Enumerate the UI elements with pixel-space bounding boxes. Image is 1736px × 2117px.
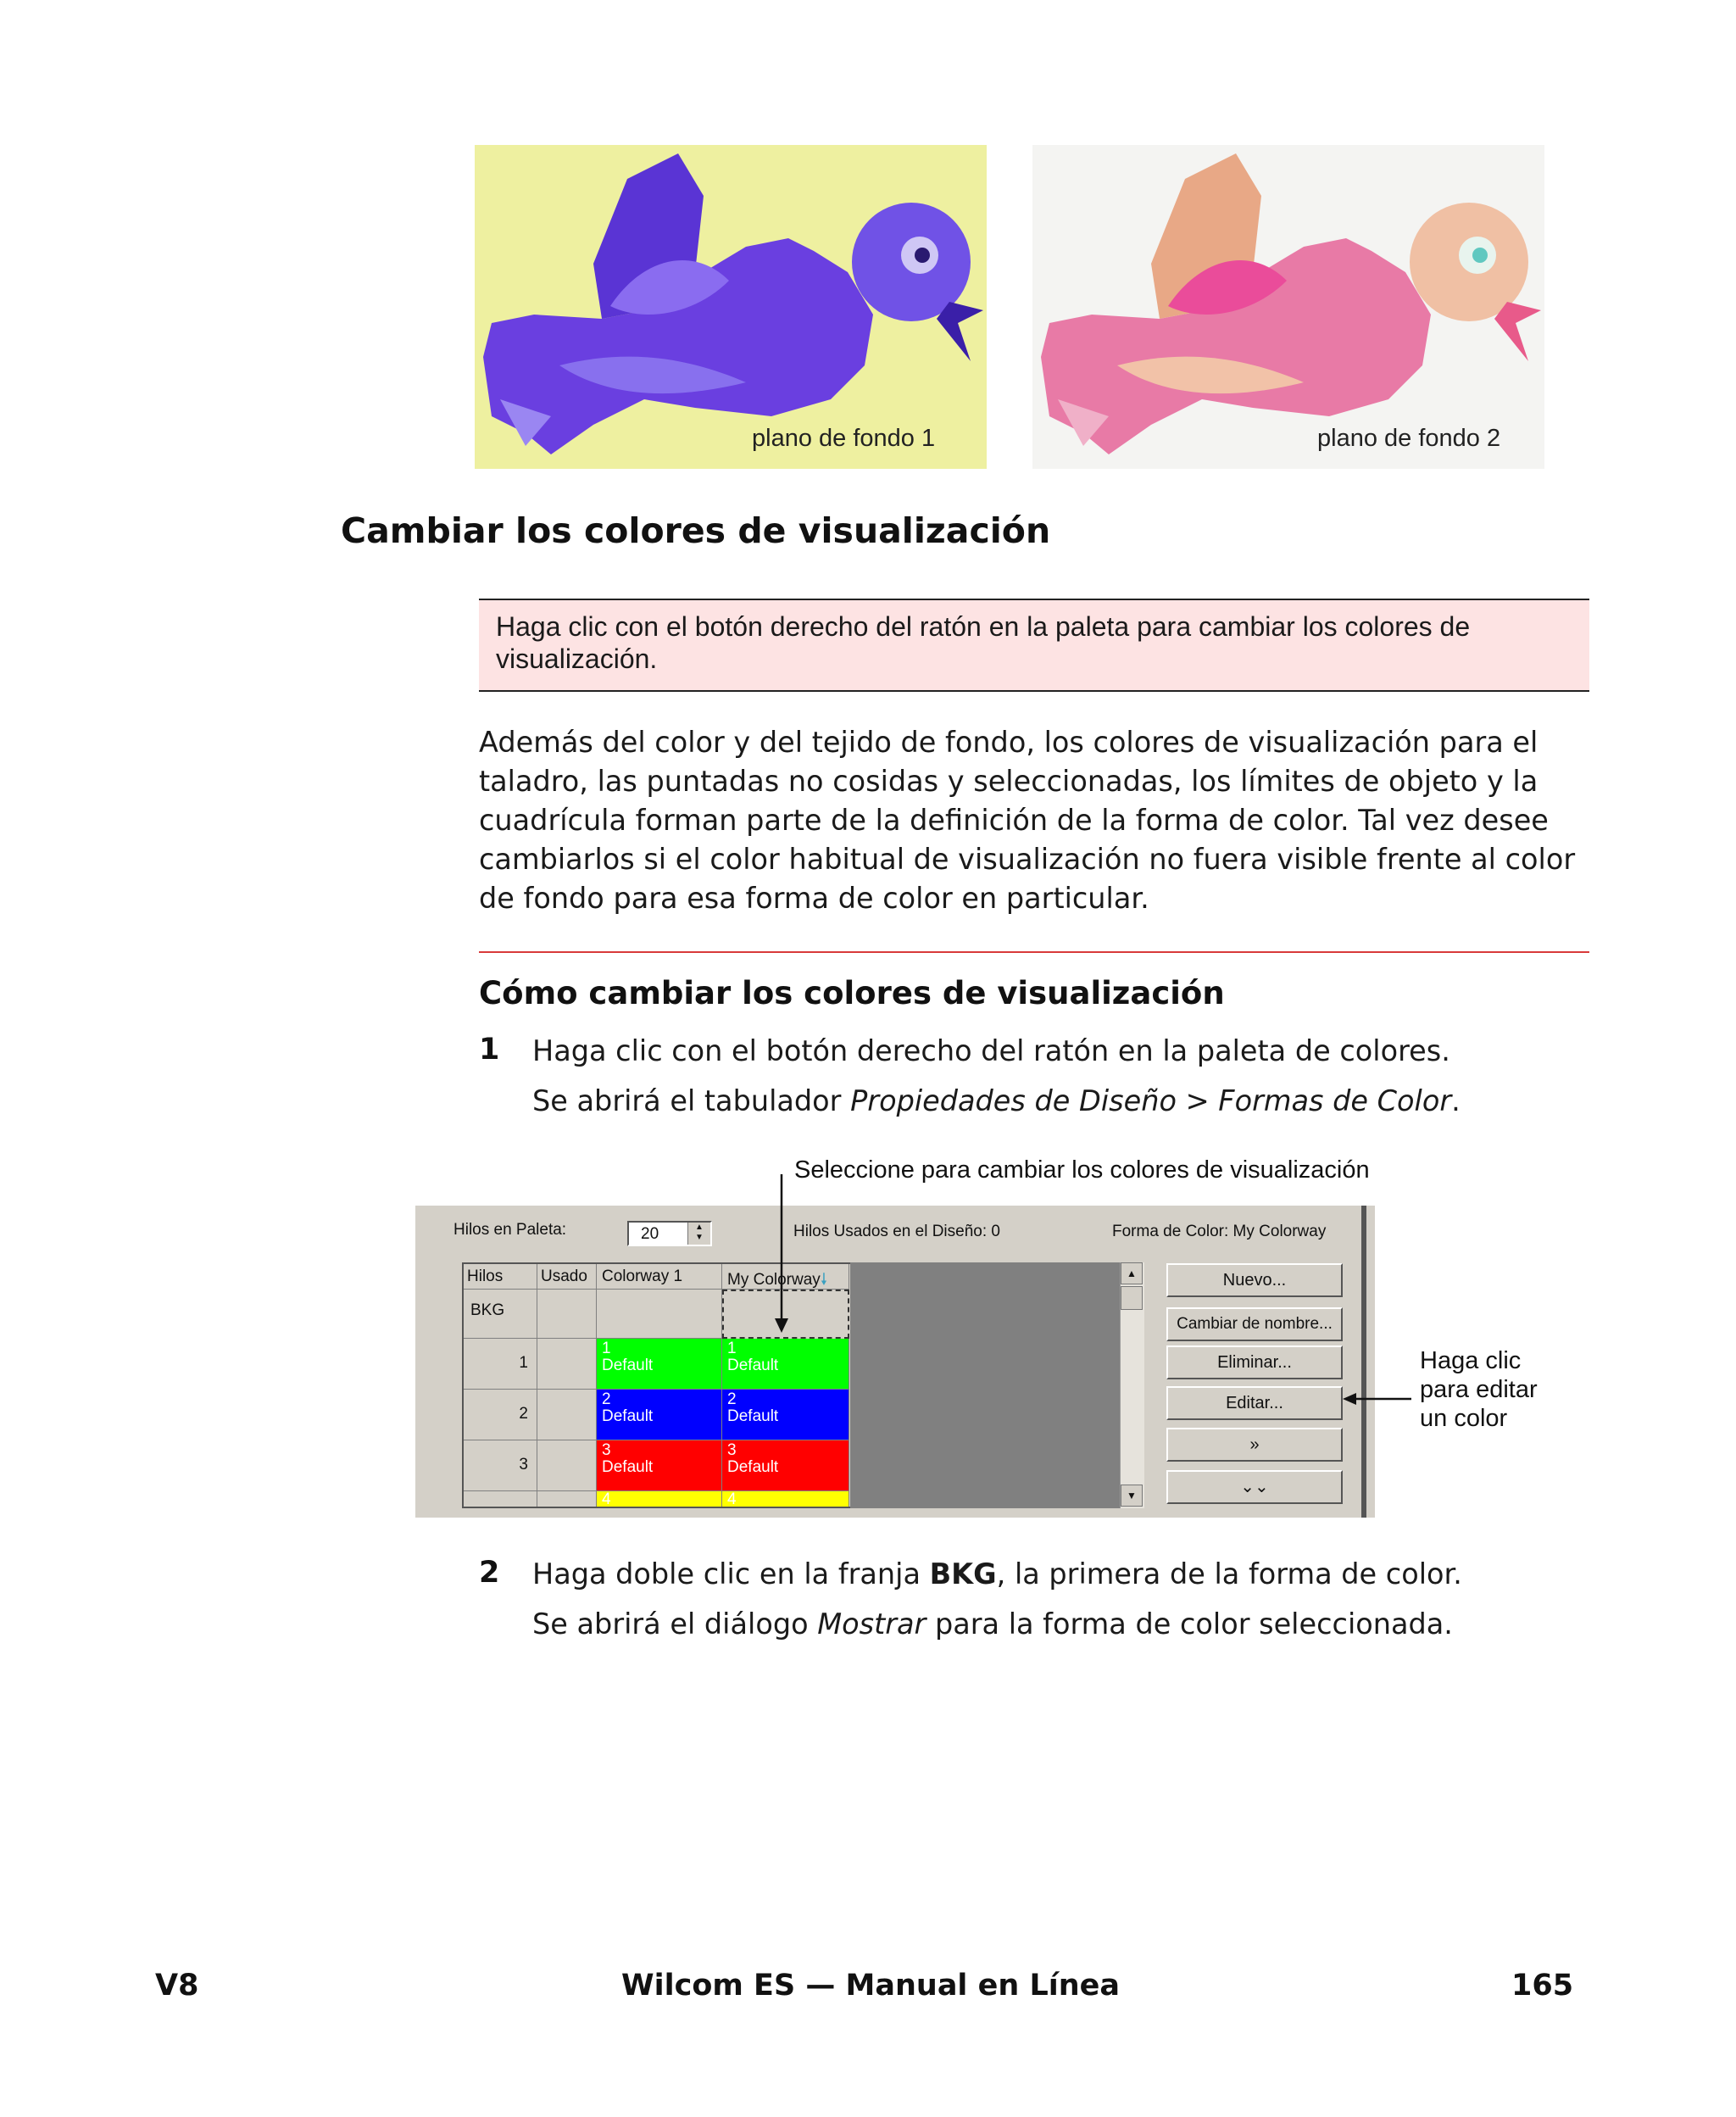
procedure-title: Cómo cambiar los colores de visualización xyxy=(479,975,1225,1011)
step-2-result-prefix: Se abrirá el diálogo xyxy=(532,1607,818,1641)
thread-row-1-c2-name: Default xyxy=(727,1357,779,1374)
figure-caption-1: plano de fondo 1 xyxy=(752,425,936,452)
step-1-number: 1 xyxy=(479,1033,500,1067)
step-1-text: Haga clic con el botón derecho del ratón en la paleta de colores. xyxy=(532,1034,1450,1067)
thread-row-4-c2-num: 4 xyxy=(727,1491,737,1508)
step-1-result-tab: Propiedades de Diseño > Formas de Color xyxy=(850,1084,1452,1117)
spinner-arrows-icon[interactable]: ▲ ▼ xyxy=(687,1223,710,1245)
step-2-text xyxy=(532,1557,1462,1591)
threads-in-palette-value: 20 xyxy=(641,1225,659,1243)
callout-select-display-colors: Seleccione para cambiar los colores de visualización xyxy=(794,1156,1370,1184)
step-1-result-suffix: . xyxy=(1451,1084,1461,1117)
thread-row-3-c1-num: 3 xyxy=(602,1441,611,1459)
section-title: Cambiar los colores de visualización xyxy=(341,510,1051,551)
step-2-result-suffix: para la forma de color seleccionada. xyxy=(926,1607,1453,1641)
thread-row-2-c2-name: Default xyxy=(727,1407,779,1425)
threads-in-palette-label: Hilos en Paleta: xyxy=(453,1221,567,1239)
callout-arrow-right-head xyxy=(1343,1393,1356,1405)
thread-row-2-number: 2 xyxy=(464,1390,537,1440)
footer-manual-title: Wilcom ES — Manual en Línea xyxy=(621,1969,1121,2003)
pointer-icon: 🠗 xyxy=(820,1271,827,1289)
rename-colorway-button[interactable]: Cambiar de nombre... xyxy=(1166,1307,1343,1341)
col-header-colorway1: Colorway 1 xyxy=(597,1264,722,1290)
thread-row-1-number: 1 xyxy=(464,1339,537,1390)
step-2-result-dialog: Mostrar xyxy=(817,1607,926,1641)
thread-row-2-c1-name: Default xyxy=(602,1407,654,1425)
new-colorway-button[interactable]: Nuevo... xyxy=(1166,1263,1343,1297)
col-header-used: Usado xyxy=(537,1264,597,1290)
step-2-result xyxy=(532,1607,1453,1641)
edit-color-button[interactable]: Editar... xyxy=(1166,1386,1343,1420)
thread-row-4-c1-num: 4 xyxy=(602,1491,611,1508)
expand-button[interactable]: ⌄⌄ xyxy=(1166,1470,1343,1504)
callout-edit-line1: Haga clic xyxy=(1420,1347,1522,1374)
colorway-label: Forma de Color: My Colorway xyxy=(1112,1223,1327,1240)
thread-row-1-c2-num: 1 xyxy=(727,1340,737,1357)
thread-row-1-c1-name: Default xyxy=(602,1357,654,1374)
thread-row-3-number: 3 xyxy=(464,1440,537,1491)
footer-version: V8 xyxy=(155,1969,199,2003)
callout-edit-line3: un color xyxy=(1420,1405,1508,1432)
thread-row-3-c1-name: Default xyxy=(602,1458,654,1476)
thread-row-2-c1-num: 2 xyxy=(602,1390,611,1408)
callout-edit-color xyxy=(1420,1346,1538,1433)
thread-row-3-c2-num: 3 xyxy=(727,1441,737,1459)
delete-colorway-button[interactable]: Eliminar... xyxy=(1166,1345,1343,1379)
step-2-text-prefix: Haga doble clic en la franja xyxy=(532,1557,930,1591)
scroll-up-icon[interactable]: ▲ xyxy=(1121,1262,1143,1284)
callout-edit-line2: para editar xyxy=(1420,1376,1538,1403)
figure-caption-2: plano de fondo 2 xyxy=(1317,425,1501,452)
thread-row-1-c1-num: 1 xyxy=(602,1340,611,1357)
step-2-text-suffix: , la primera de la forma de color. xyxy=(996,1557,1462,1591)
step-2-text-bkg: BKG xyxy=(929,1557,997,1591)
thread-row-2-c2-num: 2 xyxy=(727,1390,737,1408)
threads-used-label: Hilos Usados en el Diseño: 0 xyxy=(793,1223,1000,1240)
scroll-down-icon[interactable]: ▼ xyxy=(1121,1485,1143,1507)
footer-page-number: 165 xyxy=(1511,1969,1574,2003)
col-header-threads: Hilos xyxy=(464,1264,537,1290)
col-header-my-colorway-label: My Colorway xyxy=(727,1271,821,1289)
body-paragraph: Además del color y del tejido de fondo, los colores de visualización para el taladro, las puntadas no cosidas y seleccionadas, los límites de objeto y la cuadrícula forman parte de la definición de la forma de color. Tal vez desee cambiarlos si el color habitual de visualización no fuera visible frente al color de fondo para esa forma de color en particular. xyxy=(479,726,1576,915)
bkg-row-label: BKG xyxy=(464,1290,537,1339)
callout-arrow-top-head xyxy=(775,1318,788,1333)
tip-text: Haga clic con el botón derecho del ratón en la paleta para cambiar los colores de visualización. xyxy=(496,611,1471,674)
step-1-result-prefix: Se abrirá el tabulador xyxy=(532,1084,851,1117)
thread-row-3-c2-name: Default xyxy=(727,1458,779,1476)
step-2-number: 2 xyxy=(479,1556,500,1590)
next-button[interactable]: » xyxy=(1166,1428,1343,1462)
